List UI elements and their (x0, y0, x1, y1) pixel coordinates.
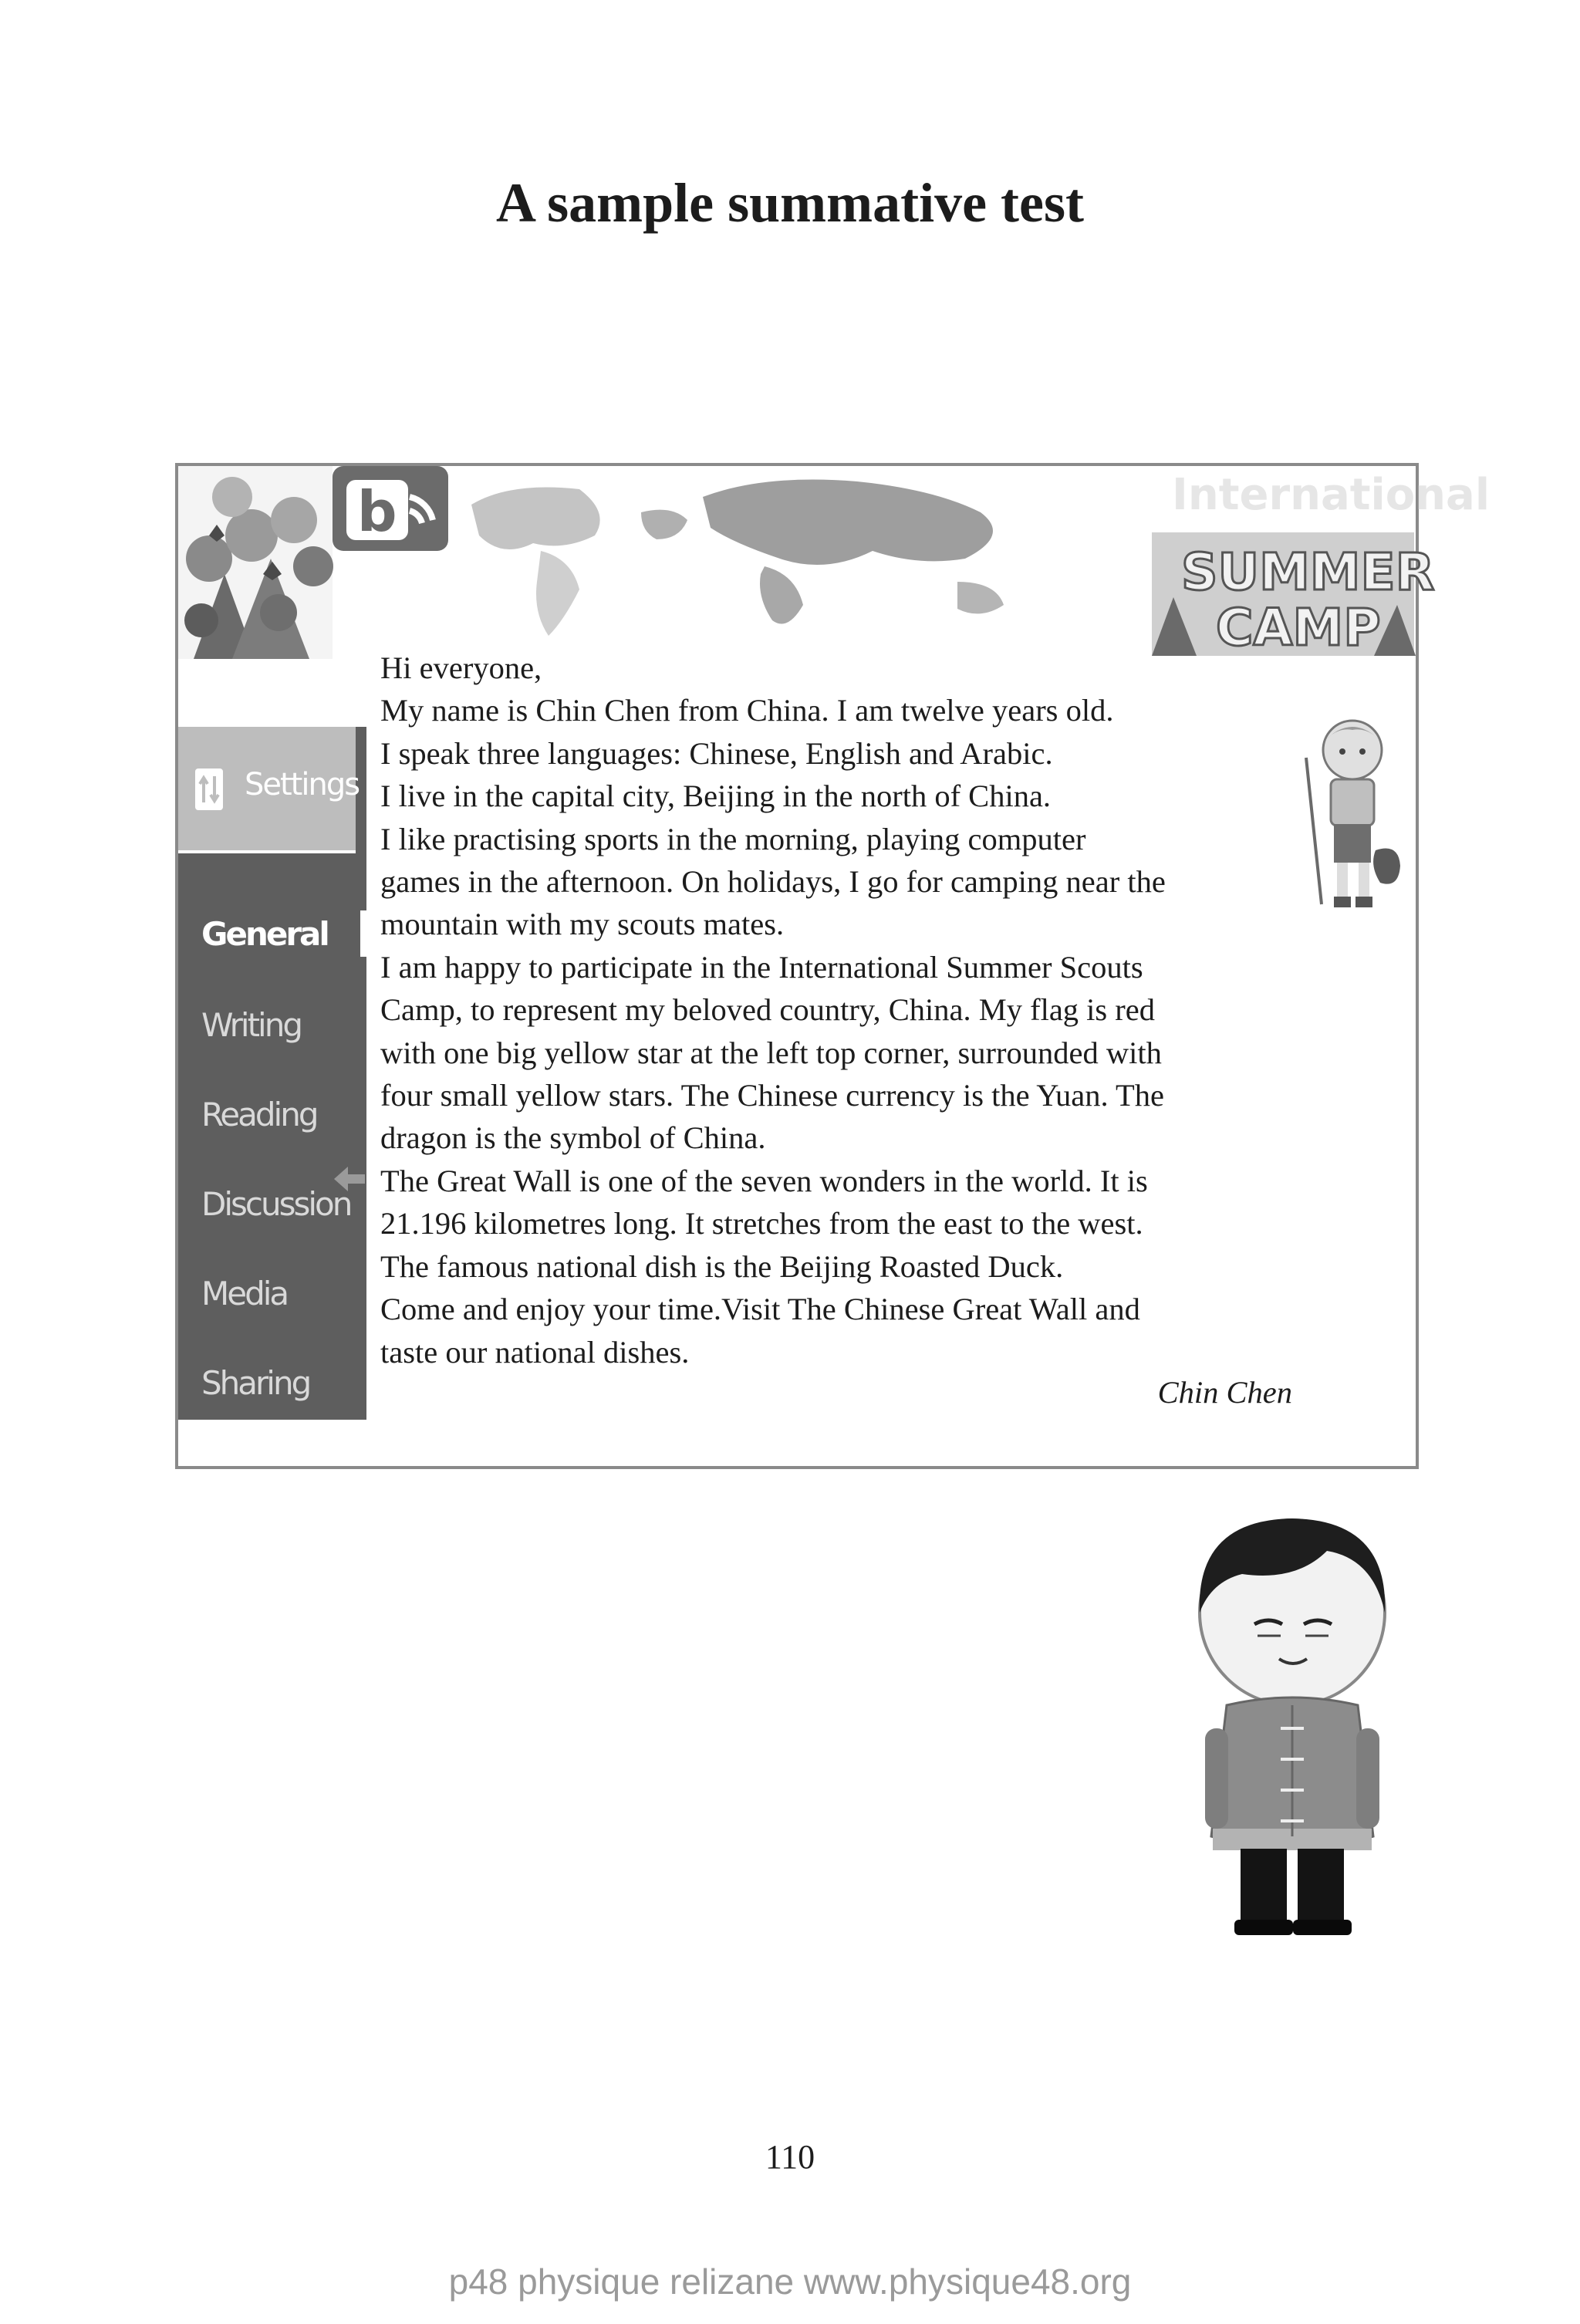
letter-card (175, 463, 1491, 1469)
letter-line: taste our national dishes. (380, 1334, 690, 1370)
world-map-image (471, 480, 1004, 637)
page-title: A sample summative test (496, 172, 1084, 234)
letter-line: My name is Chin Chen from China. I am twelve years old. (380, 693, 1114, 728)
summer-camp-logo (1152, 470, 1490, 657)
sidebar-item-discussion[interactable]: Discussion (201, 1185, 351, 1223)
letter-line: I speak three languages: Chinese, English and Arabic. (380, 735, 1053, 771)
flower-bouquet-image (178, 466, 333, 659)
banner-graphic (178, 466, 1491, 659)
letter-body (380, 647, 1291, 1373)
active-item-marker (360, 910, 377, 957)
svg-text:International: International (1172, 470, 1491, 520)
signature: Chin Chen (1157, 1375, 1292, 1410)
sidebar-item-general[interactable]: General (201, 915, 328, 953)
letter-line: The famous national dish is the Beijing Roasted Duck. (380, 1248, 1064, 1284)
svg-text:CAMP: CAMP (1216, 598, 1381, 657)
footer-watermark: p48 physique relizane www.physique48.org (448, 2262, 1132, 2302)
blog-feed-icon (333, 466, 448, 551)
letter-line: mountain with my scouts mates. (380, 907, 785, 942)
chinese-boy-image (1180, 1497, 1427, 1937)
letter-line: 21.196 kilometres long. It stretches from the east to the west. (380, 1206, 1143, 1241)
letter-line: Camp, to represent my beloved country, China. My flag is red (380, 992, 1156, 1028)
letter-line: four small yellow stars. The Chinese currency is the Yuan. The (380, 1078, 1165, 1113)
svg-text:b: b (357, 479, 397, 544)
letter-line: dragon is the symbol of China. (380, 1120, 766, 1156)
letter-line: The Great Wall is one of the seven wonders in the world. It is (380, 1163, 1148, 1198)
sidebar-item-reading[interactable]: Reading (201, 1096, 317, 1133)
letter-line: games in the afternoon. On holidays, I go for camping near the (380, 864, 1166, 900)
letter-line: Hi everyone, (380, 650, 542, 685)
arrow-left-icon (333, 1164, 366, 1194)
sort-settings-icon (195, 768, 223, 810)
sidebar-item-sharing[interactable]: Sharing (201, 1364, 310, 1402)
letter-line: I like practising sports in the morning, playing computer (380, 821, 1086, 856)
page-number: 110 (765, 2138, 815, 2176)
settings-sidebar (178, 727, 366, 1420)
settings-header[interactable] (178, 727, 360, 853)
sidebar-item-writing[interactable]: Writing (201, 1006, 301, 1044)
letter-line: Come and enjoy your time.Visit The Chinese Great Wall and (380, 1292, 1140, 1327)
settings-label: Settings (245, 767, 360, 802)
scout-boy-image (1283, 711, 1406, 912)
sidebar-item-media[interactable]: Media (201, 1275, 288, 1312)
letter-line: with one big yellow star at the left top corner, surrounded with (380, 1035, 1162, 1070)
svg-text:SUMMER: SUMMER (1181, 542, 1435, 602)
letter-line: I live in the capital city, Beijing in the north of China. (380, 779, 1052, 814)
letter-line: I am happy to participate in the International Summer Scouts (380, 949, 1143, 985)
